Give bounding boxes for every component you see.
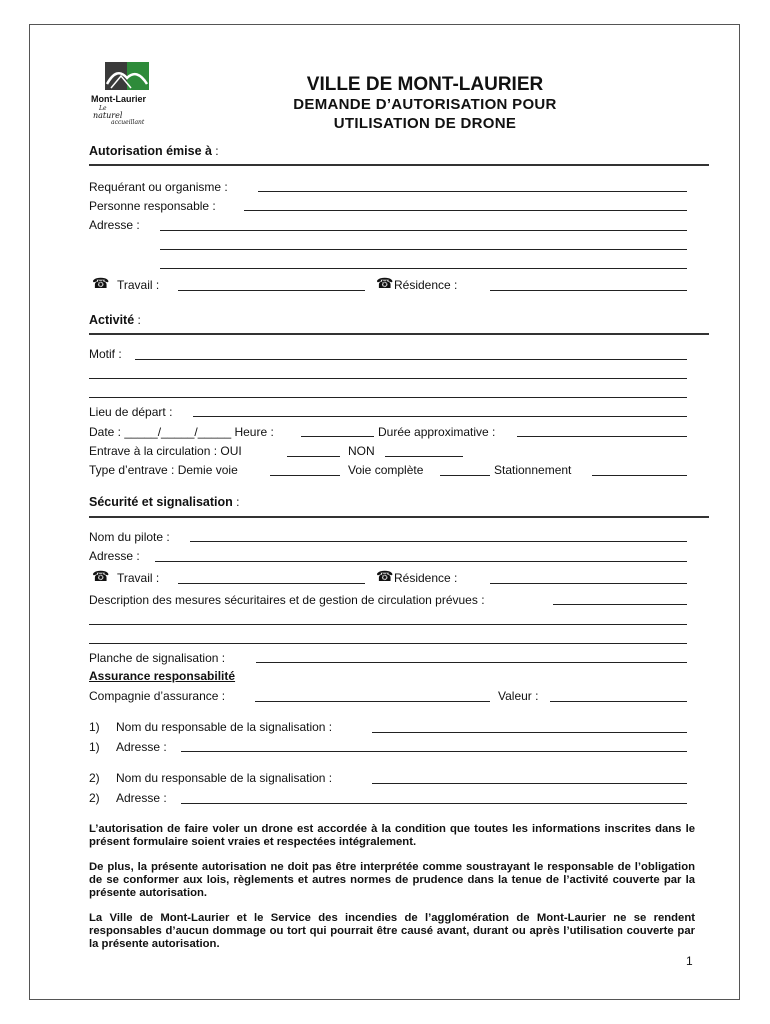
- condition-paragraph-2: De plus, la présente autorisation ne doit pas être interprétée comme soustrayant le responsable de l’obligation de se conformer aux lois, règlements et autres normes de prudence dans la tenue de l’activité couverte par la présente autorisation.: [89, 861, 695, 899]
- phone-icon: ☎: [92, 568, 110, 584]
- item-number: 2): [89, 771, 100, 785]
- responsable-signalisation-label: Nom du responsable de la signalisation :: [116, 720, 333, 734]
- entrave-label: Entrave à la circulation : OUI: [89, 444, 242, 458]
- item-number: 1): [89, 740, 100, 754]
- section-autorisation-heading: Autorisation émise à :: [89, 144, 219, 158]
- page-border: [29, 24, 740, 1000]
- compagnie-label: Compagnie d’assurance :: [89, 689, 226, 703]
- logo-tagline-3: accueillant: [111, 119, 145, 126]
- planche-field[interactable]: [256, 662, 687, 663]
- motif-field-2[interactable]: [89, 378, 687, 379]
- residence-label: Résidence :: [394, 278, 458, 292]
- type-entrave-label: Type d’entrave : Demie voie: [89, 463, 238, 477]
- motif-label: Motif :: [89, 347, 122, 361]
- personne-responsable-label: Personne responsable :: [89, 199, 216, 213]
- responsable-adresse-field-2[interactable]: [181, 803, 687, 804]
- pilote-travail-field[interactable]: [178, 583, 365, 584]
- lieu-depart-label: Lieu de départ :: [89, 405, 173, 419]
- section-rule: [89, 164, 709, 166]
- pilote-adresse-field[interactable]: [155, 561, 687, 562]
- motif-field-3[interactable]: [89, 397, 687, 398]
- duree-label: Durée approximative :: [378, 425, 496, 439]
- travail-field[interactable]: [178, 290, 365, 291]
- section-rule: [89, 516, 709, 518]
- page-subtitle-1: DEMANDE D’AUTORISATION POUR: [293, 96, 557, 113]
- date-heure-label: Date : _____/_____/_____ Heure :: [89, 425, 274, 439]
- responsable-adresse-label: Adresse :: [116, 791, 167, 805]
- heure-field[interactable]: [301, 436, 374, 437]
- responsable-signalisation-label: Nom du responsable de la signalisation :: [116, 771, 333, 785]
- condition-paragraph-3: La Ville de Mont-Laurier et le Service des incendies de l’agglomération de Mont-Laurier ne se rendent responsables d’aucun dommage ou tort qui pourrait être causé avant, durant ou après l’utilisation couverte par la présente autorisation.: [89, 912, 695, 950]
- phone-icon: ☎: [376, 568, 394, 584]
- assurance-heading: Assurance responsabilité: [89, 669, 236, 683]
- residence-field[interactable]: [490, 290, 687, 291]
- adresse-field-1[interactable]: [160, 230, 687, 231]
- description-field-1[interactable]: [553, 604, 687, 605]
- responsable-adresse-label: Adresse :: [116, 740, 167, 754]
- pilote-residence-field[interactable]: [490, 583, 687, 584]
- entrave-oui-field[interactable]: [287, 456, 340, 457]
- page-subtitle-2: UTILISATION DE DRONE: [333, 115, 517, 132]
- stationnement-field[interactable]: [592, 475, 687, 476]
- description-field-3[interactable]: [89, 643, 687, 644]
- requerant-field[interactable]: [258, 191, 687, 192]
- section-rule: [89, 333, 709, 335]
- phone-icon: ☎: [376, 275, 394, 291]
- voie-complete-label: Voie complète: [348, 463, 424, 477]
- logo-tagline-1: Le: [99, 105, 107, 112]
- pilote-travail-label: Travail :: [117, 571, 160, 585]
- entrave-non-field[interactable]: [385, 456, 463, 457]
- page-title: VILLE DE MONT-LAURIER: [306, 74, 544, 95]
- section-securite-heading: Sécurité et signalisation :: [89, 495, 240, 509]
- personne-responsable-field[interactable]: [244, 210, 687, 211]
- duree-field[interactable]: [517, 436, 687, 437]
- planche-label: Planche de signalisation :: [89, 651, 226, 665]
- description-field-2[interactable]: [89, 624, 687, 625]
- pilote-field[interactable]: [190, 541, 687, 542]
- adresse-field-2[interactable]: [160, 249, 687, 250]
- logo-tagline-2: naturel: [93, 111, 123, 120]
- pilote-residence-label: Résidence :: [394, 571, 458, 585]
- travail-label: Travail :: [117, 278, 160, 292]
- section-activite-heading: Activité :: [89, 313, 141, 327]
- adresse-label: Adresse :: [89, 218, 140, 232]
- logo-name: Mont-Laurier: [91, 94, 146, 104]
- motif-field-1[interactable]: [135, 359, 687, 360]
- demie-voie-field[interactable]: [270, 475, 340, 476]
- stationnement-label: Stationnement: [494, 463, 572, 477]
- voie-complete-field[interactable]: [440, 475, 490, 476]
- description-label: Description des mesures sécuritaires et de gestion de circulation prévues :: [89, 593, 485, 607]
- non-label: NON: [348, 444, 375, 458]
- requerant-label: Requérant ou organisme :: [89, 180, 228, 194]
- pilote-label: Nom du pilote :: [89, 530, 170, 544]
- condition-paragraph-1: L’autorisation de faire voler un drone est accordée à la condition que toutes les informations inscrites dans le présent formulaire soient vraies et respectées intégralement.: [89, 823, 695, 848]
- compagnie-field[interactable]: [255, 701, 490, 702]
- page-number: 1: [686, 954, 693, 968]
- valeur-field[interactable]: [550, 701, 687, 702]
- adresse-field-3[interactable]: [160, 268, 687, 269]
- item-number: 1): [89, 720, 100, 734]
- item-number: 2): [89, 791, 100, 805]
- responsable-signalisation-field-2[interactable]: [372, 783, 687, 784]
- responsable-adresse-field-1[interactable]: [181, 751, 687, 752]
- valeur-label: Valeur :: [498, 689, 539, 703]
- pilote-adresse-label: Adresse :: [89, 549, 140, 563]
- phone-icon: ☎: [92, 275, 110, 291]
- responsable-signalisation-field-1[interactable]: [372, 732, 687, 733]
- lieu-depart-field[interactable]: [193, 416, 687, 417]
